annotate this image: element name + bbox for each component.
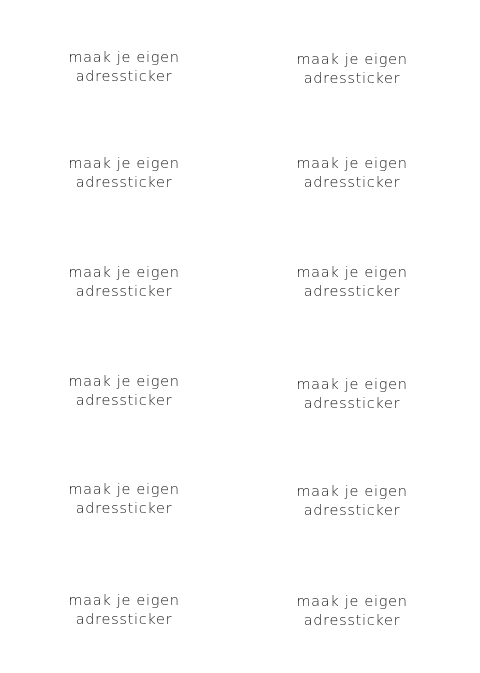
sticker-line-1: maak je eigen [68, 50, 180, 66]
sticker-line-2: adressticker [303, 71, 401, 87]
sticker-line-2: adressticker [75, 501, 173, 517]
address-sticker [24, 592, 224, 630]
sticker-line-1: maak je eigen [68, 374, 180, 390]
sticker-line-1: maak je eigen [296, 377, 408, 393]
sticker-line-2: adressticker [303, 503, 401, 519]
sticker-line-1: maak je eigen [68, 156, 180, 172]
address-sticker [24, 49, 224, 87]
address-sticker [252, 593, 452, 631]
sticker-line-2: adressticker [75, 69, 173, 85]
address-sticker [24, 481, 224, 519]
sticker-line-2: adressticker [75, 612, 173, 628]
address-sticker [252, 483, 452, 521]
sticker-line-1: maak je eigen [68, 482, 180, 498]
sticker-line-1: maak je eigen [68, 265, 180, 281]
sticker-line-1: maak je eigen [68, 593, 180, 609]
sticker-line-2: adressticker [303, 284, 401, 300]
sticker-line-1: maak je eigen [296, 484, 408, 500]
address-sticker [24, 373, 224, 411]
sticker-line-2: adressticker [303, 613, 401, 629]
sticker-line-1: maak je eigen [296, 265, 408, 281]
address-sticker [24, 155, 224, 193]
sticker-line-1: maak je eigen [296, 594, 408, 610]
address-sticker [252, 264, 452, 302]
address-sticker [252, 155, 452, 193]
sticker-line-1: maak je eigen [296, 52, 408, 68]
sticker-line-2: adressticker [75, 175, 173, 191]
sticker-line-1: maak je eigen [296, 156, 408, 172]
sticker-line-2: adressticker [75, 393, 173, 409]
sticker-line-2: adressticker [303, 175, 401, 191]
sticker-line-2: adressticker [75, 284, 173, 300]
address-sticker [24, 264, 224, 302]
sticker-line-2: adressticker [303, 396, 401, 412]
address-sticker [252, 376, 452, 414]
address-sticker [252, 51, 452, 89]
